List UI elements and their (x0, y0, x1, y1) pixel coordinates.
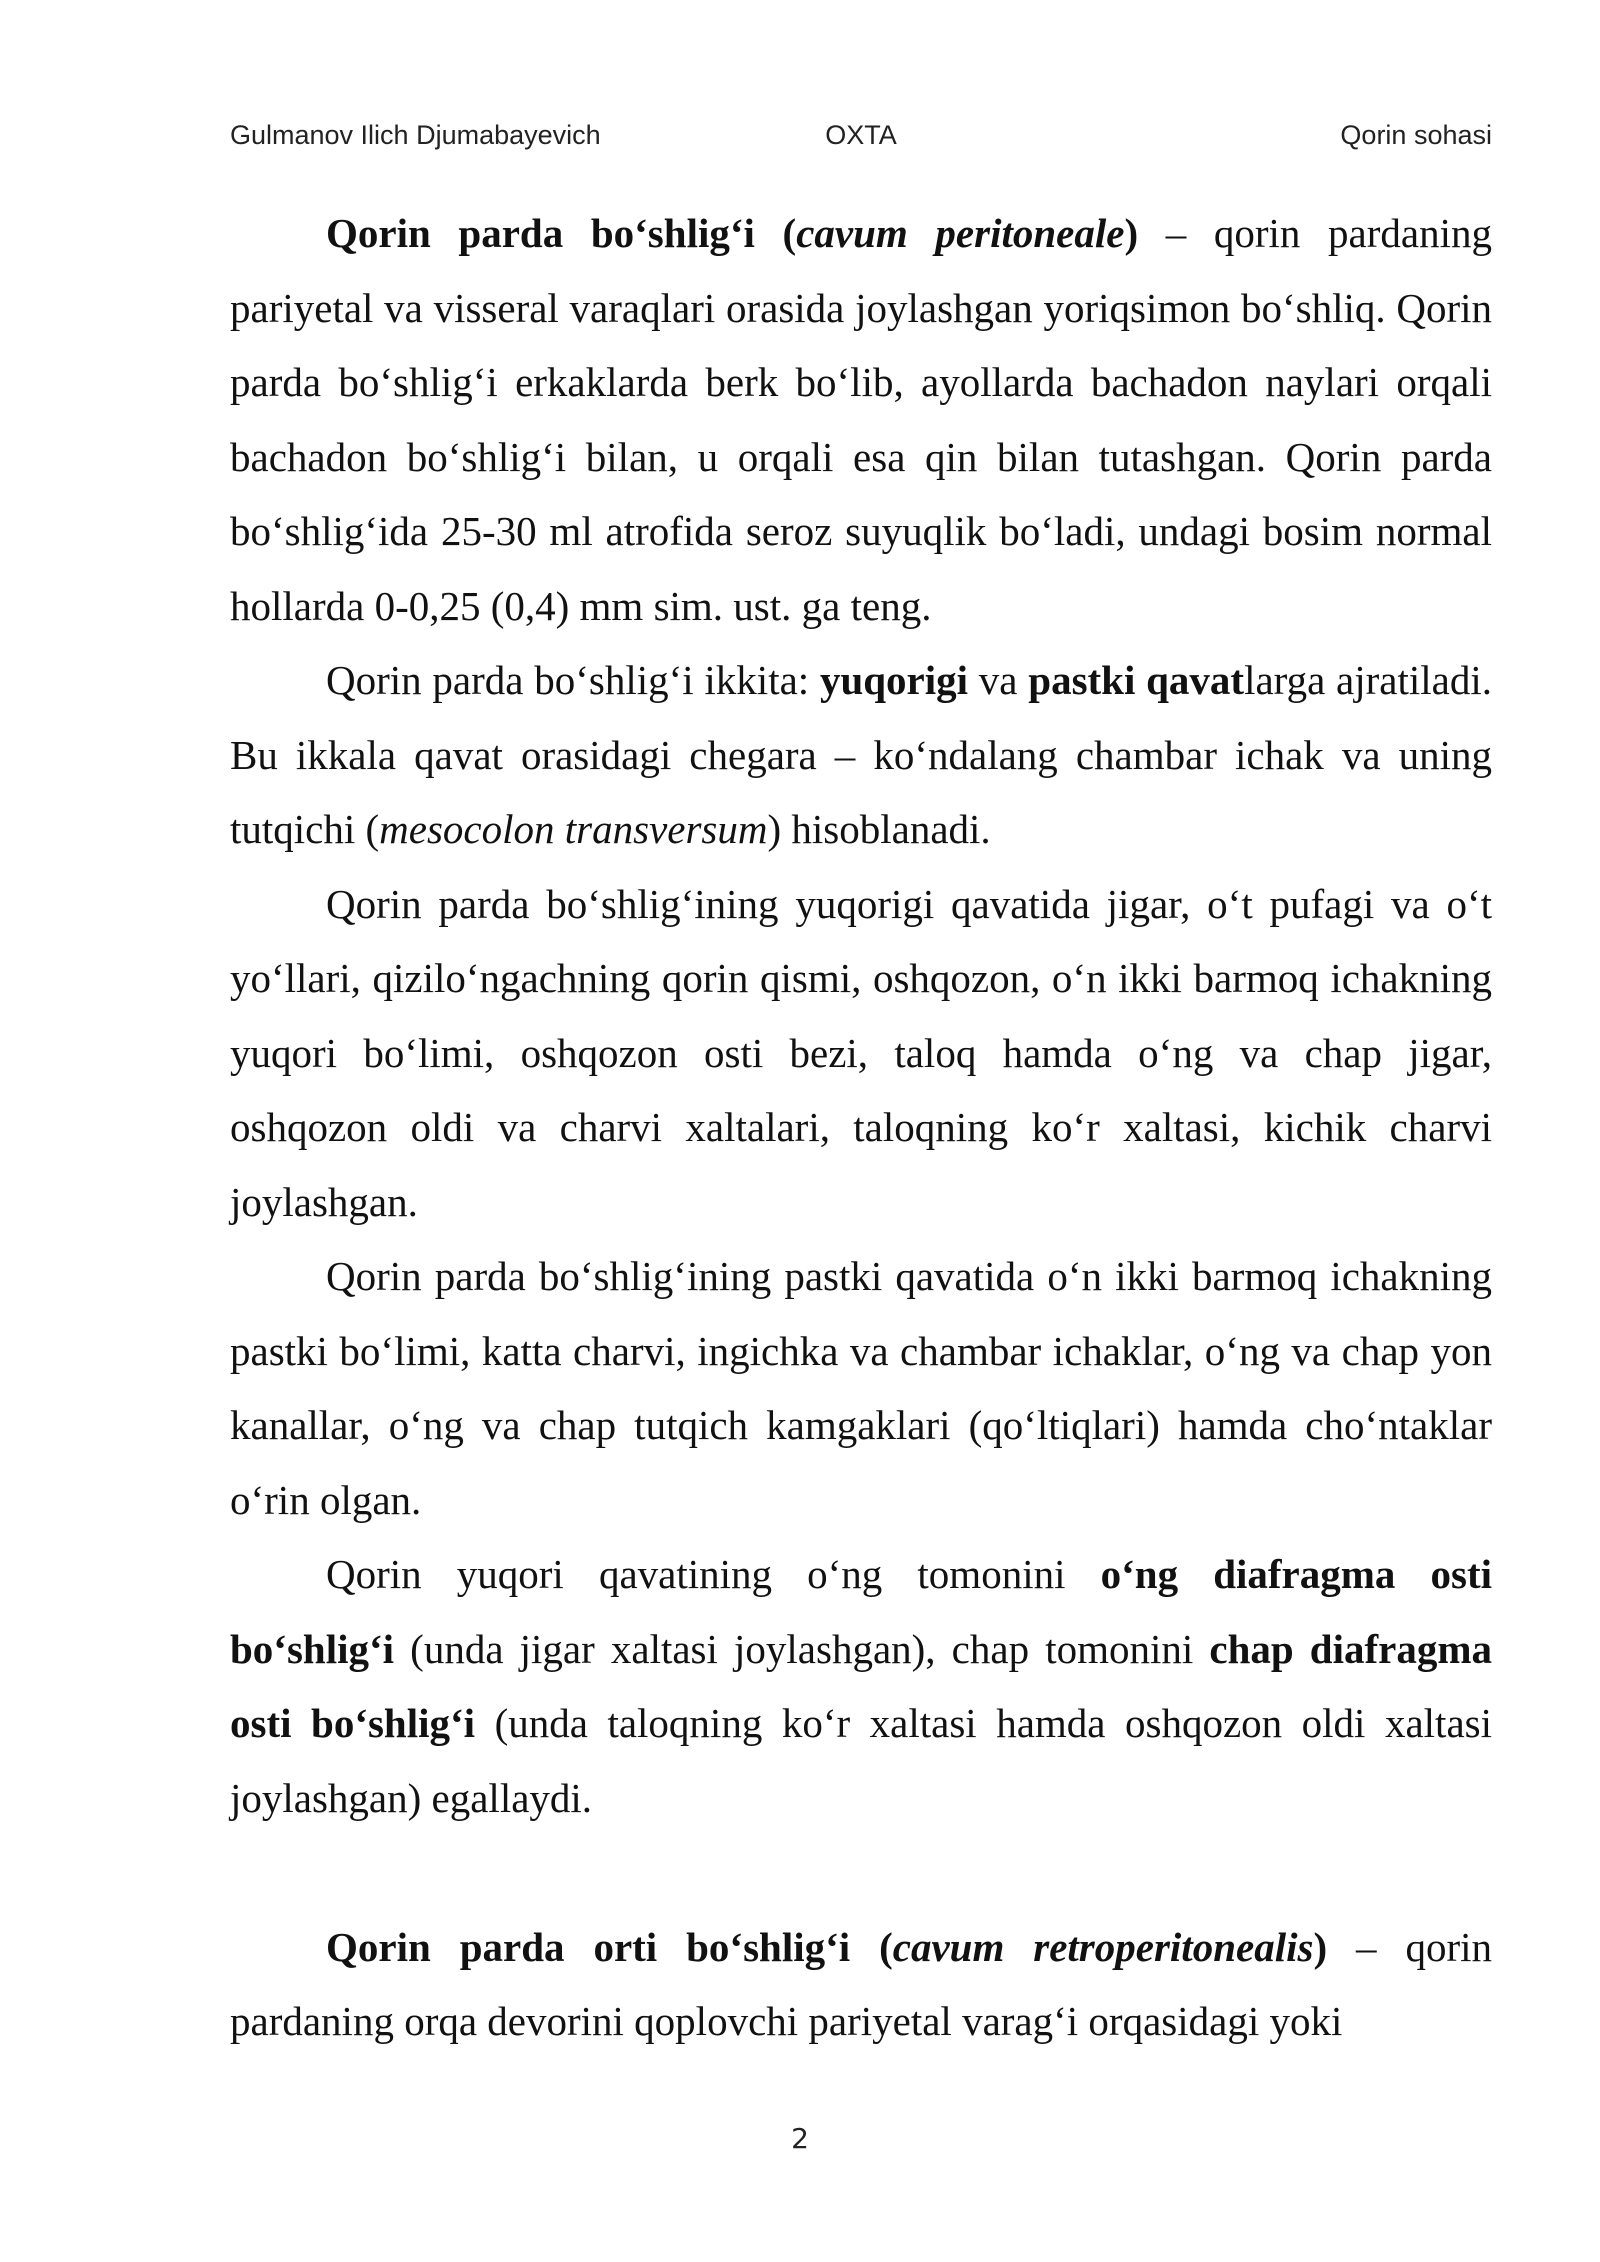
header-author: Gulmanov Ilich Djumabayevich (230, 120, 601, 150)
bold-term: pastki qavat (1028, 657, 1245, 703)
paragraph-text: larga ajratiladi. Bu ikkala qavat orasidagi chegara – ko‘ndalang chambar ichak va uning tutqichi ( (230, 657, 1493, 852)
paren-close: ) (1124, 210, 1139, 256)
bold-term: yuqorigi (819, 657, 969, 703)
term-text: Qorin parda bo‘shlig‘i (326, 210, 755, 256)
term-bold (326, 210, 1138, 256)
bold-term: o‘ng diafragma osti bo‘shlig‘i (230, 1551, 1493, 1672)
paragraph-text: Qorin yuqori qavatining o‘ng tomonini (326, 1551, 1101, 1597)
paragraph-text: (unda taloqning ko‘r xaltasi hamda oshqozon oldi xaltasi joylashgan) egallaydi. (230, 1700, 1492, 1821)
paren-open: ( (850, 1923, 893, 1970)
paren-close: ) (1313, 1923, 1328, 1970)
paren-open: ( (754, 210, 797, 256)
latin-term: mesocolon transversum (379, 806, 768, 852)
paragraph-lower-floor: Qorin parda bo‘shlig‘ining pastki qavatida o‘n ikki barmoq ichakning pastki bo‘limi, katta charvi, ingichka va chambar ichaklar, o‘ng va chap yon kanallar, o‘ng va chap tutqich kamgaklari (qo‘ltiqlari) hamda cho‘ntaklar o‘rin olgan. (230, 1253, 1492, 1523)
paragraph-retroperitoneal (230, 1910, 1492, 2059)
paragraph-floors (230, 643, 1492, 867)
term-bold (326, 1924, 1327, 1970)
paragraph-text: va (968, 657, 1029, 703)
latin-term: cavum peritoneale (796, 210, 1125, 256)
document-body (230, 196, 1492, 2059)
header-title: OXTA (825, 120, 897, 150)
paragraph-text: ) hisoblanadi. (767, 806, 991, 852)
paragraph-text: – qorin pardaning pariyetal va visseral varaqlari orasida joylashgan yoriqsimon bo‘shliq. Qorin parda bo‘shlig‘i erkaklarda berk bo‘lib, ayollarda bachadon naylari orqali bachadon bo‘shlig‘i bilan, u orqali esa qin bilan tutashgan. Qorin parda bo‘shlig‘ida 25-30 ml atrofida seroz suyuqlik bo‘ladi, undagi bosim normal hollarda 0-0,25 (0,4) mm sim. ust. ga teng. (230, 210, 1493, 629)
paragraph-text: Qorin parda bo‘shlig‘i ikkita: (326, 657, 820, 703)
header-section: Qorin sohasi (1340, 120, 1492, 150)
bold-term: chap diafragma osti bo‘shlig‘i (230, 1625, 1492, 1746)
paragraph-text: – qorin pardaning orqa devorini qoplovchi pariyetal varag‘i orqasidagi yoki (230, 1923, 1493, 2044)
term-text: Qorin parda orti bo‘shlig‘i (326, 1923, 851, 1970)
paragraph-subdiaphragmatic (230, 1537, 1492, 1835)
paragraph-upper-floor: Qorin parda bo‘shlig‘ining yuqorigi qavatida jigar, o‘t pufagi va o‘t yo‘llari, qizilo‘ngachning qorin qismi, oshqozon, o‘n ikki barmoq ichakning yuqori bo‘limi, oshqozon osti bezi, taloq hamda o‘ng va chap jigar, oshqozon oldi va charvi xaltalari, taloqning ko‘r xaltasi, kichik charvi joylashgan. (230, 880, 1492, 1225)
page-number: 2 (791, 2122, 809, 2155)
paragraph-text: (unda jigar xaltasi joylashgan), chap tomonini (394, 1625, 1210, 1672)
page-header (230, 120, 1492, 160)
latin-term: cavum retroperitonealis (892, 1923, 1314, 1970)
paragraph-peritoneal-cavity (230, 196, 1492, 643)
